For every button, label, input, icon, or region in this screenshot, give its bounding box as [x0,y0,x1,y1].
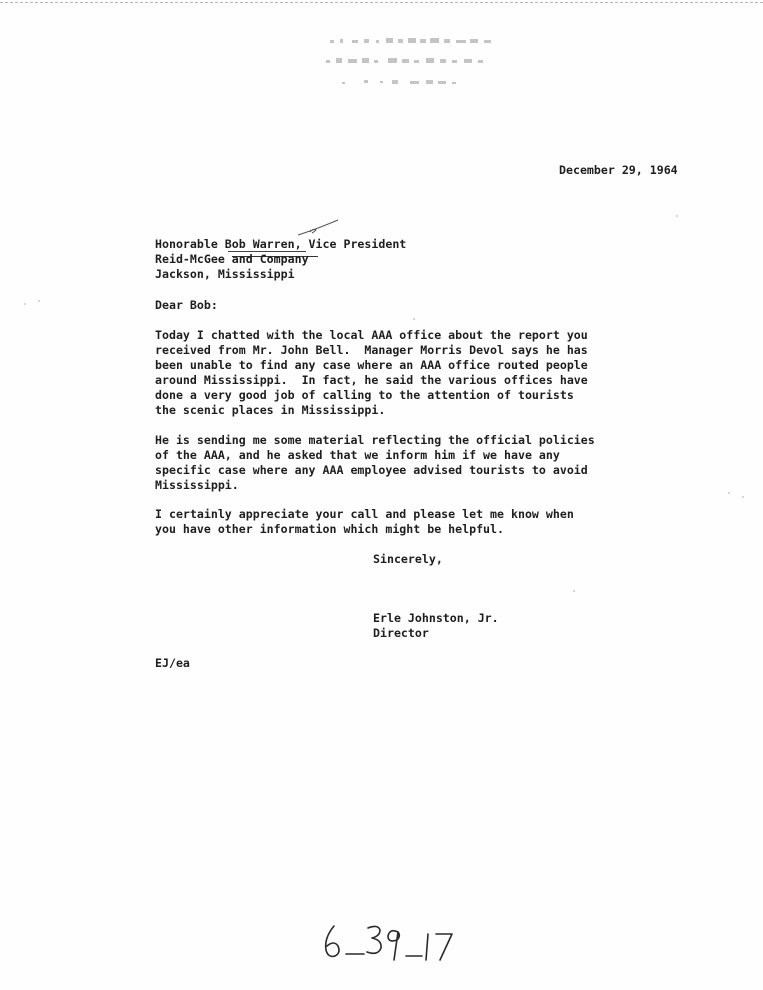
recipient-line-3: Jackson, Mississippi [155,267,295,281]
signer-title: Director [373,626,429,640]
paragraph-line: of the AAA, and he asked that we inform him if we have any [155,448,560,462]
closing: Sincerely, [373,552,443,566]
paragraph-line: received from Mr. John Bell. Manager Morris Devol says he has [155,343,588,357]
typist-initials: EJ/ea [155,656,190,670]
scan-speck [573,590,575,592]
scan-speck [676,215,678,217]
handwritten-file-number [318,918,468,964]
paragraph-line: done a very good job of calling to the attention of tourists [155,388,574,402]
letter-date: December 29, 1964 [559,163,678,177]
scan-speck [24,303,26,305]
salutation: Dear Bob: [155,298,218,312]
recipient-line-1: Honorable Bob Warren, Vice President [155,237,407,251]
paragraph-line: Mississippi. [155,478,239,492]
letterhead-stamp [318,34,508,94]
paragraph-line: He is sending me some material reflecting the official policies [155,433,595,447]
scan-speck [413,318,415,320]
paragraph-line: I certainly appreciate your call and please let me know when [155,507,574,521]
scan-speck [742,496,744,498]
paragraph-line: specific case where any AAA employee advised tourists to avoid [155,463,588,477]
scan-edge-dashes [0,2,763,3]
handwritten-correction-mark [296,218,346,238]
paragraph-line: you have other information which might be helpful. [155,522,505,536]
paragraph-line: Today I chatted with the local AAA office about the report you [155,328,588,342]
recipient-line-2: Reid-McGee and Company [155,252,309,266]
signer-name: Erle Johnston, Jr. [373,611,499,625]
paragraph-line: around Mississippi. In fact, he said the various offices have [155,373,588,387]
scan-speck [728,492,730,494]
paragraph-line: the scenic places in Mississippi. [155,403,386,417]
scan-speck [38,300,40,302]
paragraph-line: been unable to find any case where an AAA office routed people [155,358,588,372]
